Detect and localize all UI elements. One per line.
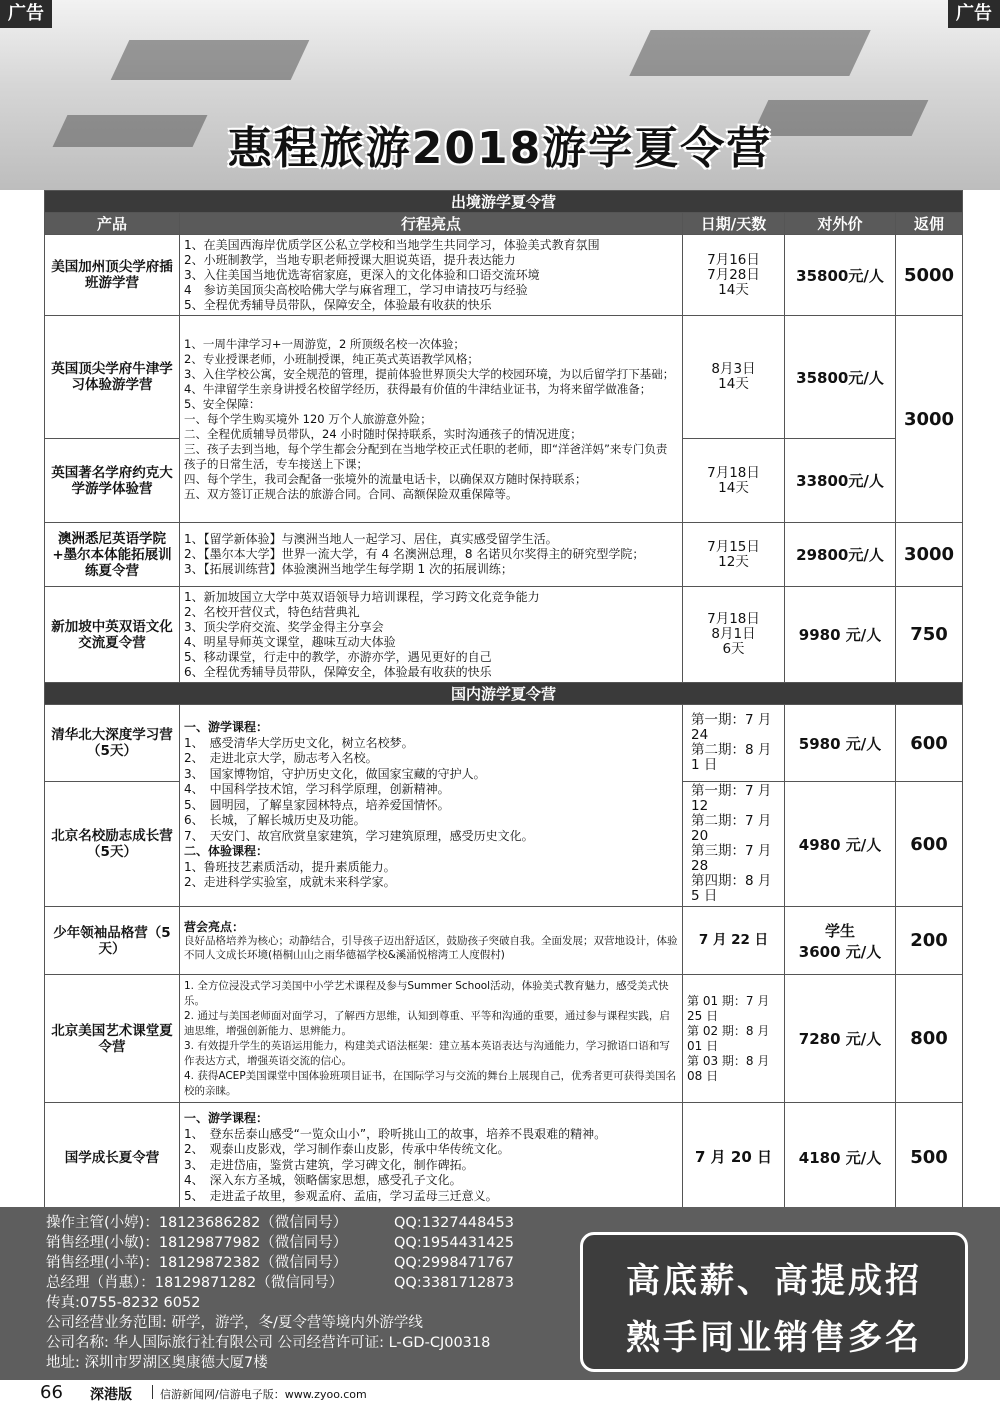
product-name: 北京名校励志成长营（5天） <box>45 782 180 907</box>
graduation-cap-shape <box>629 30 870 76</box>
rebate-cell: 800 <box>896 975 963 1103</box>
qq-number: QQ:1954431425 <box>394 1235 514 1251</box>
rebate-cell: 500 <box>896 1103 963 1213</box>
website-text: 信游新闻网/信游电子版：www.zyoo.com <box>160 1388 367 1401</box>
col-rebate: 返佣 <box>896 213 963 235</box>
highlights-cell: 一、游学课程： 1、 感受清华大学历史文化，树立名校梦。 2、 走进北京大学，励志考入名校。 3、 国家博物馆，守护历史文化，做国家宝藏的守护人。 4、 中国科学技术馆，学习科学原理，创新精神。 5、 圆明园，了解皇家园林特点，培养爱国情怀。 6、 长城，了解长城历史及功能。 7、 天安门、故宫欣赏皇家建筑，学习建筑原理，感受历史文化。 二、体验课程： 1、鲁班技艺素质活动，提升素质能力。 2、走进科学实验室，成就未来科学家。 <box>180 705 683 907</box>
rebate-cell: 3000 <box>896 523 963 587</box>
price-cell: 7280 元/人 <box>785 975 896 1103</box>
price-cell: 29800元/人 <box>785 523 896 587</box>
table-row <box>45 523 963 587</box>
price-cell: 学生 3600 元/人 <box>785 907 896 975</box>
col-price: 对外价 <box>785 213 896 235</box>
highlights-cell: 一、游学课程： 1、 登东岳泰山感受“一览众山小”，聆听挑山工的故事，培养不畏艰难的精神。 2、 观泰山皮影戏，学习制作泰山皮影，传承中华传统文化。 3、 走进岱庙，鉴赏古建筑，学习碑文化，制作碑拓。 4、 深入东方圣城，领略儒家思想，感受孔子文化。 5、 走进孟子故里，参观孟府、孟庙，学习孟母三迁意义。 <box>180 1103 683 1213</box>
contact-line: 销售经理(小敏)：18129877982（微信同号） QQ:1954431425 <box>46 1235 514 1251</box>
table-row <box>45 1103 963 1213</box>
qq-number: QQ:2998471767 <box>394 1255 514 1271</box>
product-name: 澳洲悉尼英语学院+墨尔本体能拓展训练夏令营 <box>45 523 180 587</box>
price-cell: 9980 元/人 <box>785 587 896 683</box>
product-name: 北京美国艺术课堂夏令营 <box>45 975 180 1103</box>
col-highlights: 行程亮点 <box>180 213 683 235</box>
company-address: 地址: 深圳市罗湖区奥康德大厦7楼 <box>46 1355 268 1371</box>
col-product: 产品 <box>45 213 180 235</box>
dates-cell: 7月16日 7月28日 14天 <box>683 235 785 316</box>
ad-tag-right: 广告 <box>948 0 1000 28</box>
hero-banner <box>0 0 1000 190</box>
recruit-banner <box>580 1232 968 1372</box>
product-name: 新加坡中英双语文化交流夏令营 <box>45 587 180 683</box>
rebate-cell: 3000 <box>896 316 963 523</box>
contact-footer <box>0 1207 1000 1380</box>
rebate-cell: 600 <box>896 705 963 782</box>
contact-line: 操作主管(小婷)：18123686282（微信同号） QQ:1327448453 <box>46 1215 514 1231</box>
edition-label: 深港版 <box>90 1387 132 1403</box>
product-name: 清华北大深度学习营（5天） <box>45 705 180 782</box>
business-scope: 公司经营业务范围: 研学，游学，冬/夏令营等境内外游学线 <box>46 1315 423 1331</box>
rebate-cell: 750 <box>896 587 963 683</box>
recruit-line: 熟手同业销售多名 <box>626 1318 922 1358</box>
col-dates: 日期/天数 <box>683 213 785 235</box>
dates-cell: 第 01 期：7 月 25 日 第 02 期：8 月 01 日 第 03 期：8 月 08 日 <box>683 975 785 1103</box>
dates-cell: 7 月 22 日 <box>683 907 785 975</box>
highlights-cell: 1、新加坡国立大学中英双语领导力培训课程，学习跨文化竞争能力 2、名校开营仪式，特色结营典礼 3、顶尖学府交流、奖学金得主分享会 4、明星导师英文课堂，趣味互动大体验 5、移动课堂，行走中的教学，亦游亦学，遇见更好的自己 6、全程优秀辅导员带队，保障安全，体验最有收获的快乐 <box>180 587 683 683</box>
highlights-cell: 1. 全方位浸没式学习美国中小学艺术课程及参与Summer School活动，体验美式教育魅力，感受美式快乐。 2. 通过与美国老师面对面学习，了解西方思维，认知到尊重、平等和沟通的重要，通过参与课程实践，启迪思维，增强创新能力、思辨能力。 3. 有效提升学生的英语运用能力，构建美式语法框架：建立基本英语表达与沟通能力，学习掀语口语和写作表达方式，增强英语交流的信心。 4. 获得ACEP美国课堂中国体验班项目证书，在国际学习与交流的舞台上展现自己，优秀者更可获得美国名校的亲睐。 <box>180 975 683 1103</box>
contact-line: 总经理（肖惠）：18129871282（微信同号） QQ:3381712873 <box>46 1275 514 1291</box>
product-name: 少年领袖品格营（5天） <box>45 907 180 975</box>
graduation-cap-shape <box>111 40 310 80</box>
price-cell: 4980 元/人 <box>785 782 896 907</box>
highlights-cell: 1、在美国西海岸优质学区公私立学校和当地学生共同学习，体验美式教育氛围 2、小班制教学，当地专职老师授课大胆说英语，提升表达能力 3、入住美国当地优选寄宿家庭，更深入的文化体验和口语交流环境 4 参访美国顶尖高校哈佛大学与麻省理工，学习申请技巧与经验 5、全程优秀辅导员带队，保障安全，体验最有收获的快乐 <box>180 235 683 316</box>
fax-line: 传真:0755-8232 6052 <box>46 1295 201 1311</box>
table-row <box>45 316 963 439</box>
section-header-domestic: 国内游学夏令营 <box>45 683 963 705</box>
price-cell: 33800元/人 <box>785 439 896 523</box>
rebate-cell: 600 <box>896 782 963 907</box>
page-title: 惠程旅游2018游学夏令营 <box>227 123 773 174</box>
separator <box>152 1385 153 1399</box>
qq-number: QQ:3381712873 <box>394 1275 514 1291</box>
dates-cell: 7月15日 12天 <box>683 523 785 587</box>
product-name: 美国加州顶尖学府插班游学营 <box>45 235 180 316</box>
dates-cell: 8月3日 14天 <box>683 316 785 439</box>
section-header-overseas: 出境游学夏令营 <box>45 191 963 213</box>
dates-cell: 第一期：7 月 24 第二期：8 月 1 日 <box>683 705 785 782</box>
dates-cell: 7月18日 8月1日 6天 <box>683 587 785 683</box>
company-name: 公司名称: 华人国际旅行社有限公司 公司经营许可证: L-GD-CJ00318 <box>46 1335 491 1351</box>
column-header-row <box>45 213 963 235</box>
ad-tag-left: 广告 <box>0 0 52 28</box>
contact-line: 销售经理(小苹)：18129872382（微信同号） QQ:2998471767 <box>46 1255 514 1271</box>
price-cell: 35800元/人 <box>785 235 896 316</box>
price-cell: 35800元/人 <box>785 316 896 439</box>
table-row <box>45 587 963 683</box>
page-footer <box>0 1380 1000 1405</box>
recruit-line: 高底薪、高提成招 <box>626 1261 922 1301</box>
table-row <box>45 235 963 316</box>
product-name: 英国著名学府约克大学游学体验营 <box>45 439 180 523</box>
dates-cell: 7 月 20 日 <box>683 1103 785 1213</box>
table-row <box>45 975 963 1103</box>
table-row <box>45 907 963 975</box>
page-number: 66 <box>40 1382 63 1403</box>
table-row <box>45 705 963 782</box>
highlights-cell: 营会亮点： 良好品格培养为核心；动静结合，引导孩子迈出舒适区，鼓励孩子突破自我。全面发展；双营地设计，体验不同人文成长环境(梧桐山山之雨华德福学校&溪涌悦榕湾工人度假村) <box>180 907 683 975</box>
camp-table <box>44 190 963 1213</box>
price-cell: 5980 元/人 <box>785 705 896 782</box>
rebate-cell: 200 <box>896 907 963 975</box>
product-name: 英国顶尖学府牛津学习体验游学营 <box>45 316 180 439</box>
highlights-cell: 1、【留学新体验】与澳洲当地人一起学习、居住，真实感受留学生活。 2、【墨尔本大学】世界一流大学，有 4 名澳洲总理，8 名诺贝尔奖得主的研究型学院； 3、【拓展训练营】体验澳洲当地学生每学期 1 次的拓展训练； <box>180 523 683 587</box>
rebate-cell: 5000 <box>896 235 963 316</box>
dates-cell: 第一期：7 月 12 第二期：7 月 20 第三期：7 月 28 第四期：8 月 5 日 <box>683 782 785 907</box>
highlights-cell: 1、一周牛津学习+一周游览，2 所顶级名校一次体验； 2、专业授课老师，小班制授课，纯正英式英语教学风格； 3、入住学校公寓，安全规范的管理，提前体验世界顶尖大学的校园环境，为以后留学打下基础； 4、牛津留学生亲身讲授名校留学经历，获得最有价值的牛津结业证书，为将来留学做准备； 5、安全保障： 一、每个学生购买境外 120 万个人旅游意外险； 二、全程优质辅导员带队，24 小时随时保持联系，实时沟通孩子的情况进度； 三、孩子去到当地，每个学生都会分配到在当地学校正式任职的老师，即“洋爸洋妈”来专门负责孩子的日常生活，专车接送上下课； 四、每个学生，我司会配备一张境外的流量电话卡，以确保双方随时保持联系； 五、双方签订正规合法的旅游合同。合同、高额保险双重保障等。 <box>180 316 683 523</box>
price-cell: 4180 元/人 <box>785 1103 896 1213</box>
qq-number: QQ:1327448453 <box>394 1215 514 1231</box>
dates-cell: 7月18日 14天 <box>683 439 785 523</box>
product-name: 国学成长夏令营 <box>45 1103 180 1213</box>
